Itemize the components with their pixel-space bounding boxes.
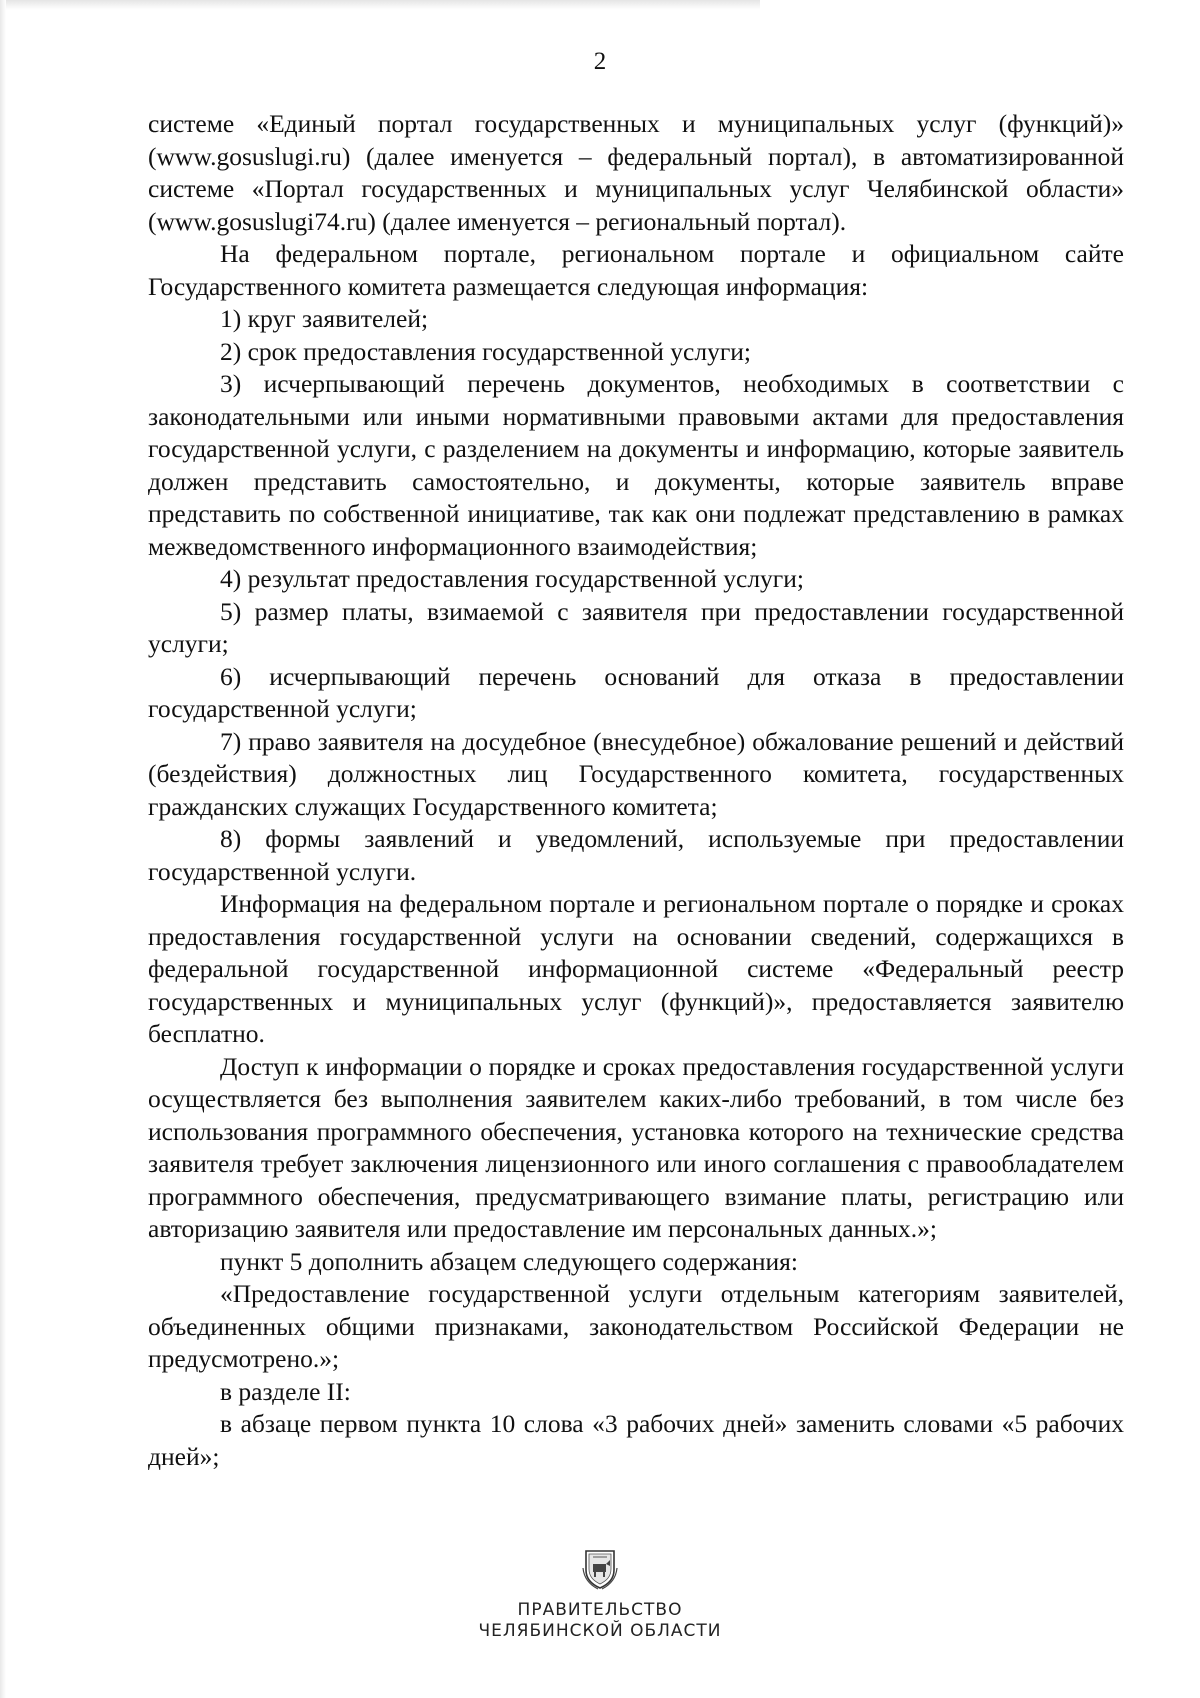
list-item-6: 6) исчерпывающий перечень оснований для отказа в предоставлении государственной услуги; [148,661,1124,723]
paragraph-point-10: в абзаце первом пункта 10 слова «3 рабочих дней» заменить словами «5 рабочих дней»; [148,1409,1124,1471]
list-item-1: 1) круг заявителей; [220,304,429,333]
footer-government-line: ПРАВИТЕЛЬСТВО [517,1600,683,1620]
list-item-2: 2) срок предоставления государственной услуги; [220,336,752,366]
scan-edge-top [0,0,760,10]
paragraph-categories: «Предоставление государственной услуги отдельным категориям заявителей, объединенных общими признаками, законодательством Российской Федерации не предусмотрено.»; [148,1279,1124,1373]
paragraph-free-info: Информация на федеральном портале и региональном портале о порядке и сроках предоставления государственной услуги на основании сведений, содержащихся в федеральной государственной информационной системе «Федеральный реестр государственных и муниципальных услуг (функций)», предоставляется заявителю бесплатно. [148,889,1124,1048]
paragraph-access: Доступ к информации о порядке и сроках предоставления государственной услуги осуществляется без выполнения заявителем каких-либо требований, в том числе без использования программного обеспечения, установка которого на технические средства заявителя требует заключения лицензионного или иного соглашения с правообладателем программного обеспечения, предусматривающего взимание платы, регистрацию или авторизацию заявителя или предоставление им персональных данных.»; [148,1051,1124,1243]
page-number: 2 [593,48,607,75]
footer-region-line: ЧЕЛЯБИНСКОЙ ОБЛАСТИ [478,1621,722,1641]
government-footer [0,1548,1200,1642]
list-item-3: 3) исчерпывающий перечень документов, необходимых в соответствии с законодательными или иными нормативными правовыми актами для предоставления государственной услуги, с разделением на документы и информацию, которые заявитель должен представить самостоятельно, и документы, которые заявитель вправе представить по собственной инициативе, так как они подлежат представлению в рамках межведомственного информационного взаимодействия; [148,369,1124,561]
coat-of-arms-icon [581,1548,619,1590]
paragraph-portals: системе «Единый портал государственных и муниципальных услуг (функций)» (www.gosuslugi.ru) (далее именуется – федеральный портал), в автоматизированной системе «Портал государственных и муниципальных услуг Челябинской области» (www.gosuslugi74.ru) (далее именуется – региональный портал). [148,109,1124,236]
list-item-5: 5) размер платы, взимаемой с заявителя при предоставлении государственной услуги; [148,596,1124,658]
list-item-4: 4) результат предоставления государственной услуги; [220,564,804,593]
document-body [148,108,1124,1473]
paragraph-section-2: в разделе II: [220,1376,351,1406]
paragraph-amend-point-5: пункт 5 дополнить абзацем следующего содержания: [220,1246,798,1276]
list-item-8: 8) формы заявлений и уведомлений, используемые при предоставлении государственной услуги. [148,824,1124,886]
scan-edge-left [0,0,6,1698]
list-item-7: 7) право заявителя на досудебное (внесудебное) обжалование решений и действий (бездействия) должностных лиц Государственного комитета, государственных гражданских служащих Государственного комитета; [148,726,1124,821]
paragraph-info-intro: На федеральном портале, региональном портале и официальном сайте Государственного комитета размещается следующая информация: [148,239,1124,301]
